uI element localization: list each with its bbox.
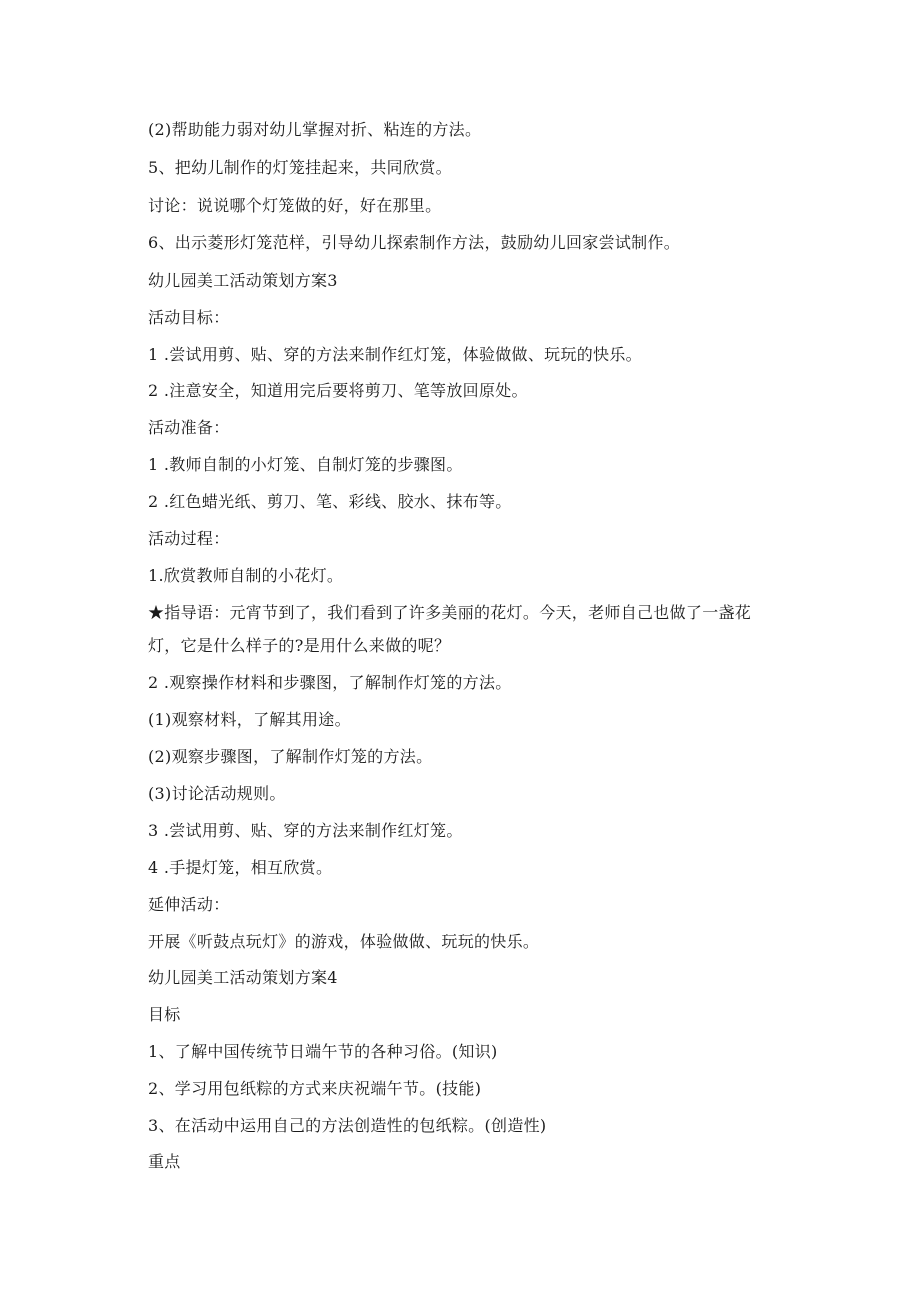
text-line-observe-materials: (1)观察材料，了解其用途。 xyxy=(148,710,351,729)
subheading-target: 目标 xyxy=(148,1005,181,1024)
subheading-goals: 活动目标： xyxy=(148,308,230,327)
text-line-target-2: 2、学习用包纸粽的方式来庆祝端午节。(技能) xyxy=(148,1079,482,1098)
text-line-help-weak-children: (2)帮助能力弱对幼儿掌握对折、粘连的方法。 xyxy=(148,120,482,139)
section-heading-plan-4: 幼儿园美工活动策划方案4 xyxy=(148,968,338,987)
subheading-key-points: 重点 xyxy=(148,1152,181,1171)
section-heading-plan-3: 幼儿园美工活动策划方案3 xyxy=(148,271,338,290)
text-line-goal-2: 2 .注意安全，知道用完后要将剪刀、笔等放回原处。 xyxy=(148,381,528,400)
text-line-target-3: 3、在活动中运用自己的方法创造性的包纸粽。(创造性) xyxy=(148,1116,547,1135)
text-line-discussion: 讨论：说说哪个灯笼做的好，好在那里。 xyxy=(148,196,442,215)
text-line-guide-speech: ★指导语：元宵节到了，我们看到了许多美丽的花灯。今天，老师自己也做了一盏花 xyxy=(148,603,752,622)
text-line-goal-1: 1 .尝试用剪、贴、穿的方法来制作红灯笼，体验做做、玩玩的快乐。 xyxy=(148,345,642,364)
text-line-target-1: 1、了解中国传统节日端午节的各种习俗。(知识) xyxy=(148,1042,498,1061)
text-line-observe-steps: (2)观察步骤图，了解制作灯笼的方法。 xyxy=(148,747,433,766)
text-line-discuss-rules: (3)讨论活动规则。 xyxy=(148,784,286,803)
text-line-prep-2: 2 .红色蜡光纸、剪刀、笔、彩线、胶水、抹布等。 xyxy=(148,492,512,511)
text-line-process-4: 4 .手提灯笼，相互欣赏。 xyxy=(148,858,333,877)
text-line-prep-1: 1 .教师自制的小灯笼、自制灯笼的步骤图。 xyxy=(148,455,463,474)
subheading-extension: 延伸活动： xyxy=(148,895,230,914)
text-line-guide-speech-cont: 灯，它是什么样子的?是用什么来做的呢？ xyxy=(148,636,451,655)
text-line-extension: 开展《听鼓点玩灯》的游戏，体验做做、玩玩的快乐。 xyxy=(148,932,540,951)
text-line-process-2: 2 .观察操作材料和步骤图，了解制作灯笼的方法。 xyxy=(148,673,512,692)
text-line-process-1: 1.欣赏教师自制的小花灯。 xyxy=(148,566,344,585)
text-line-step-6: 6、出示菱形灯笼范样，引导幼儿探索制作方法，鼓励幼儿回家尝试制作。 xyxy=(148,233,681,252)
subheading-preparation: 活动准备： xyxy=(148,418,230,437)
text-line-process-3: 3 .尝试用剪、贴、穿的方法来制作红灯笼。 xyxy=(148,821,463,840)
subheading-process: 活动过程： xyxy=(148,529,230,548)
text-line-step-5: 5、把幼儿制作的灯笼挂起来，共同欣赏。 xyxy=(148,158,452,177)
